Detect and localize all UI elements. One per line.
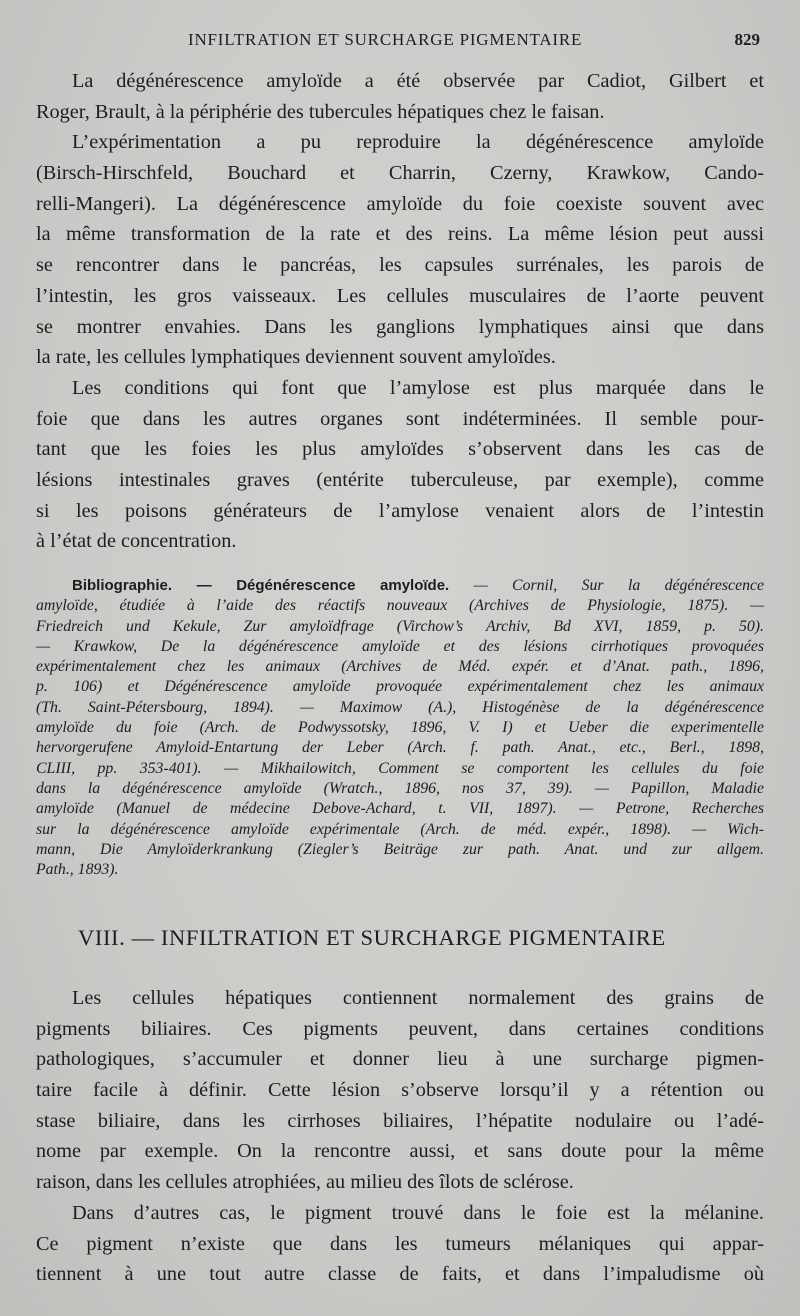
text-line: amyloïde, étudiée à l’aide des réactifs nouveaux (Archives de Physiologie, 1875). —: [36, 597, 764, 615]
text-line: Bibliographie. — Dégénérescence amyloïde. — Cornil, Sur la dégénérescence: [72, 577, 764, 594]
text-line: sur la dégénérescence amyloïde expérimentale (Arch. de méd. expér., 1898). — Wich-: [36, 820, 764, 838]
text-line: p. 106) et Dégénérescence amyloïde provoquée expérimentalement chez les animaux: [36, 678, 764, 696]
text-line: raison, dans les cellules atrophiées, au milieu des îlots de sclérose.: [36, 1171, 574, 1194]
text-line: Ce pigment n’existe que dans les tumeurs mélaniques qui appar-: [36, 1232, 764, 1255]
text-line: Dans d’autres cas, le pigment trouvé dans le foie est la mélanine.: [72, 1201, 764, 1224]
text-line: foie que dans les autres organes sont indéterminées. Il semble pour-: [36, 407, 764, 430]
text-line: mann, Die Amyloïderkrankung (Ziegler’s Beiträge zur path. Anat. und zur allgem.: [36, 840, 764, 858]
text-line: dans la dégénérescence amyloïde (Wratch., 1896, nos 37, 39). — Papillon, Maladie: [36, 779, 764, 797]
text-line: amyloïde du foie (Arch. de Podwyssotsky, 1896, V. I) et Ueber die experimentelle: [36, 719, 764, 737]
bibliography: [36, 576, 764, 880]
text-line: — Krawkow, De la dégénérescence amyloïde et des lésions cirrhotiques provoquées: [36, 637, 764, 655]
text-line: nome par exemple. On la rencontre aussi, et sans doute pour la même: [36, 1140, 764, 1163]
text-line: La dégénérescence amyloïde a été observée par Cadiot, Gilbert et: [72, 70, 764, 92]
paragraph-amyloid: [36, 66, 764, 557]
text-line: stase biliaire, dans les cirrhoses biliaires, l’hépatite nodulaire ou l’adé-: [36, 1109, 764, 1132]
text-line: relli-Mangeri). La dégénérescence amyloïde du foie coexiste souvent avec: [36, 192, 764, 215]
text-line: (Birsch-Hirschfeld, Bouchard et Charrin, Czerny, Krawkow, Cando-: [36, 162, 764, 185]
text-line: (Th. Saint-Pétersbourg, 1894). — Maximow (A.), Histogénèse de la dégénérescence: [36, 698, 764, 716]
text-line: CLIII, pp. 353-401). — Mikhailowitch, Comment se comportent les cellules du foie: [36, 759, 764, 777]
text-line: Les conditions qui font que l’amylose est plus marquée dans le: [72, 376, 764, 399]
text-line: à l’état de concentration.: [36, 530, 237, 553]
text-line: l’intestin, les gros vaisseaux. Les cellules musculaires de l’aorte peuvent: [36, 284, 764, 307]
running-head: [0, 30, 800, 56]
text-line: Les cellules hépatiques contiennent normalement des grains de: [72, 987, 764, 1009]
text-line: taire facile à définir. Cette lésion s’observe lorsqu’il y a rétention ou: [36, 1079, 764, 1102]
text-line: Friedreich und Kekule, Zur amyloïdfrage (Virchow’s Archiv, Bd XVI, 1859, p. 50).: [36, 617, 764, 635]
text-line: pigments biliaires. Ces pigments peuvent, dans certaines conditions: [36, 1017, 764, 1040]
text-line: si les poisons générateurs de l’amylose venaient alors de l’intestin: [36, 499, 764, 522]
text-line: la rate, les cellules lymphatiques deviennent souvent amyloïdes.: [36, 346, 556, 369]
text-line: pathologiques, s’accumuler et donner lieu à une surcharge pigmen-: [36, 1048, 764, 1071]
text-line: se montrer envahies. Dans les ganglions lymphatiques ainsi que dans: [36, 315, 764, 338]
text-line: Roger, Brault, à la périphérie des tubercules hépatiques chez le faisan.: [36, 100, 605, 123]
text-line: L’expérimentation a pu reproduire la dégénérescence amyloïde: [72, 131, 764, 154]
text-line: tant que les foies les plus amyloïdes s’observent dans les cas de: [36, 438, 764, 461]
running-title: INFILTRATION ET SURCHARGE PIGMENTAIRE: [188, 30, 583, 49]
paragraph-pigment: [36, 983, 764, 1290]
text-line: hervorgerufene Amyloid-Entartung der Leber (Arch. f. path. Anat., etc., Berl., 1898,: [36, 739, 764, 757]
section-heading: VIII. — INFILTRATION ET SURCHARGE PIGMENTAIRE: [78, 925, 666, 950]
text-line: tiennent à une tout autre classe de faits, et dans l’impaludisme où: [36, 1263, 764, 1286]
text-line: se rencontrer dans le pancréas, les capsules surrénales, les parois de: [36, 254, 764, 277]
text-line: expérimentalement chez les animaux (Archives de Méd. expér. et d’Anat. path., 1896,: [36, 658, 764, 676]
text-line: Path., 1893).: [36, 861, 119, 879]
text-line: la même transformation de la rate et des reins. La même lésion peut aussi: [36, 223, 764, 246]
text-line: lésions intestinales graves (entérite tuberculeuse, par exemple), comme: [36, 468, 764, 491]
page-number: 829: [734, 30, 760, 49]
text-line: amyloïde (Manuel de médecine Debove-Achard, t. VII, 1897). — Petrone, Recherches: [36, 800, 764, 818]
